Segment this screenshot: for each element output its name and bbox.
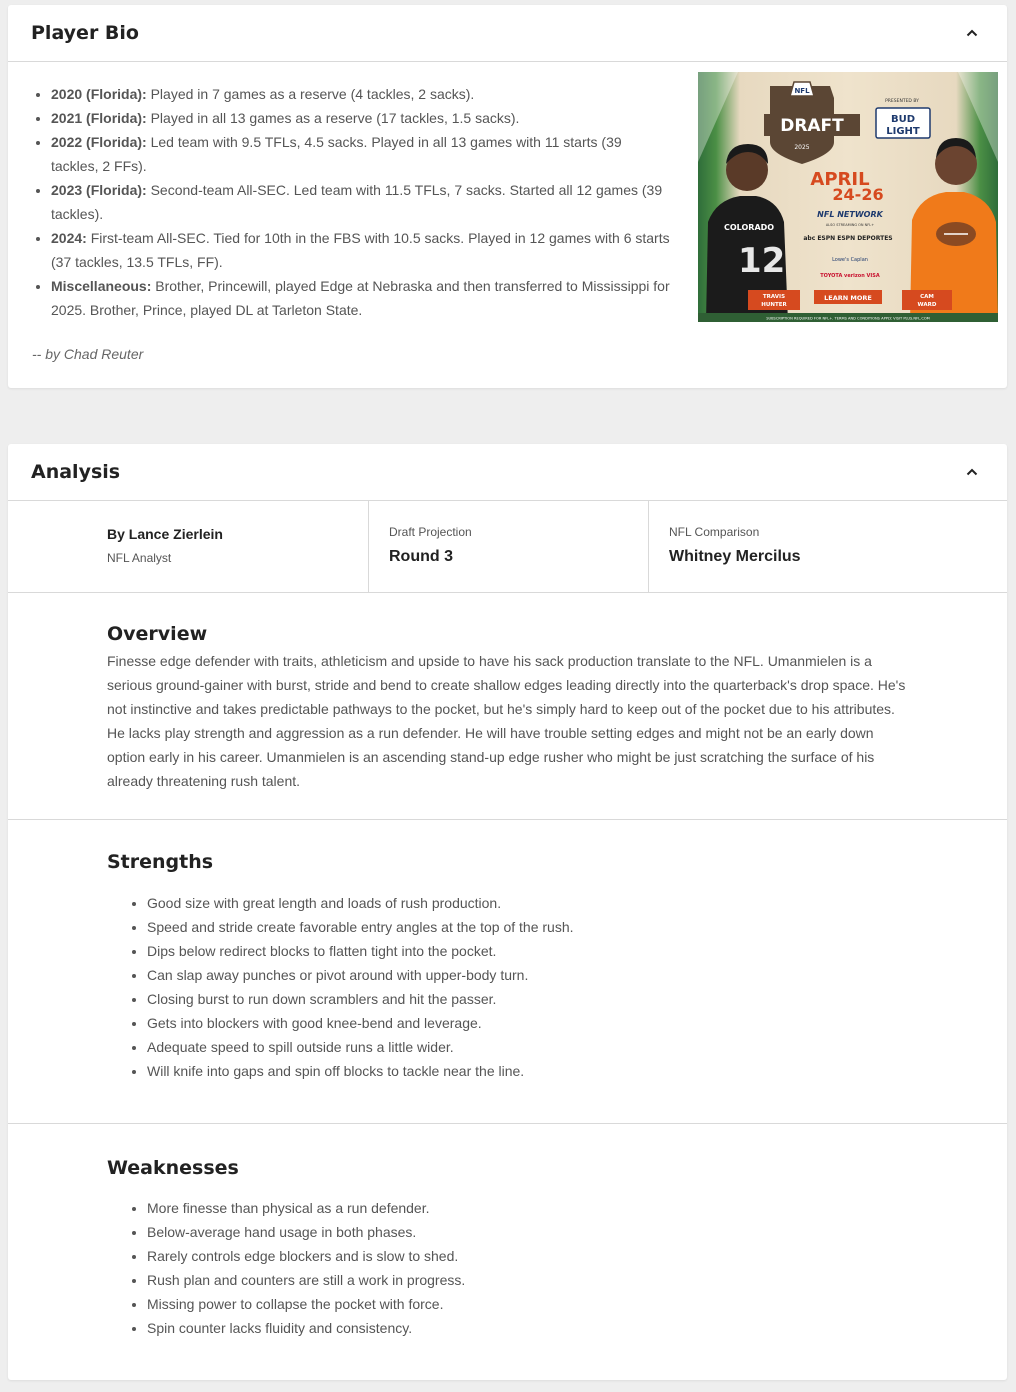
strengths-list [147, 891, 907, 1083]
strengths-section [8, 820, 1007, 1124]
nfl-comparison-value: Whitney Mercilus [669, 548, 801, 565]
svg-text:12: 12 [738, 241, 786, 281]
bio-list-item [51, 274, 671, 322]
author-cell [8, 501, 368, 592]
svg-text:ALSO STREAMING ON NFL+: ALSO STREAMING ON NFL+ [825, 223, 875, 227]
svg-text:TOYOTA verizon VISA: TOYOTA verizon VISA [820, 273, 880, 279]
bio-list [51, 82, 671, 322]
chevron-up-icon[interactable] [960, 460, 984, 484]
bio-item-label: 2024: [51, 230, 87, 246]
svg-text:LIGHT: LIGHT [886, 126, 920, 137]
svg-text:2025: 2025 [794, 144, 810, 151]
nfl-draft-ad[interactable] [698, 72, 998, 322]
bio-list-item [51, 178, 671, 226]
strength-item: • Dips below redirect blocks to flatten tight into the pocket. [147, 939, 907, 963]
draft-projection-cell [368, 501, 648, 592]
overview-text: Finesse edge defender with traits, athleticism and upside to have his sack production translate to the NFL. Umanmielen is a serious ground-gainer with burst, stride and bend to create shallow edges leading directly into the quarterback's drop space. He's not instinctive and takes predictable pathways to the pocket, but he's simply hard to keep out of the pocket due to his attributes. He lacks play strength and aggression as a run defender. He will have trouble setting edges and might not be an early down option early in his career. Umanmielen is an ascending stand-up edge rusher who might be just scratching the surface of his already threatening rush talent. [107, 653, 906, 789]
strength-item: • Will knife into gaps and spin off blocks to tackle near the line. [147, 1059, 907, 1083]
weakness-item: • Rush plan and counters are still a work in progress. [147, 1268, 907, 1292]
svg-text:WARD: WARD [917, 302, 937, 308]
strength-item: • Speed and stride create favorable entry angles at the top of the rush. [147, 915, 907, 939]
nfl-comparison-cell [648, 501, 1007, 592]
weaknesses-section [8, 1124, 1007, 1380]
nfl-comparison-label: NFL Comparison [669, 525, 760, 539]
weaknesses-list [147, 1196, 907, 1340]
bio-item-text: Played in 7 games as a reserve (4 tackles, 2 sacks). [146, 86, 475, 102]
svg-text:APRIL: APRIL [810, 169, 870, 190]
bio-item-label: 2023 (Florida): [51, 182, 147, 198]
svg-text:HUNTER: HUNTER [761, 302, 787, 308]
weakness-item: • More finesse than physical as a run defender. [147, 1196, 907, 1220]
svg-text:abc ESPN ESPN DEPORTES: abc ESPN ESPN DEPORTES [803, 235, 893, 242]
svg-text:NFL: NFL [794, 87, 810, 95]
analysis-card [8, 444, 1007, 1380]
analysis-meta-row [8, 501, 1007, 593]
bio-item-text: Played in all 13 games as a reserve (17 tackles, 1.5 sacks). [146, 110, 520, 126]
author-role: NFL Analyst [107, 551, 172, 565]
svg-text:DRAFT: DRAFT [780, 116, 844, 136]
player-bio-card [8, 5, 1007, 388]
bio-list-item [51, 82, 671, 106]
svg-text:CAM: CAM [920, 294, 934, 300]
strength-item: • Closing burst to run down scramblers and hit the passer. [147, 987, 907, 1011]
strength-item: • Good size with great length and loads of rush production. [147, 891, 907, 915]
strength-item: • Gets into blockers with good knee-bend and leverage. [147, 1011, 907, 1035]
svg-text:BUD: BUD [890, 114, 916, 125]
bio-list-item [51, 226, 671, 274]
author-name: By Lance Zierlein [107, 526, 223, 542]
draft-projection-label: Draft Projection [389, 525, 472, 539]
player-bio-title: Player Bio [31, 22, 139, 44]
bio-item-text: First-team All-SEC. Tied for 10th in the FBS with 10.5 sacks. Played in 12 games with 6 starts (37 tackles, 13.5 TFLs, FF). [51, 230, 670, 270]
bio-item-text: Led team with 9.5 TFLs, 4.5 sacks. Played in all 13 games with 11 starts (39 tackles, 2 FFs). [51, 134, 622, 174]
svg-text:Lowe's Caplan: Lowe's Caplan [832, 257, 868, 263]
bio-item-label: Miscellaneous: [51, 278, 152, 294]
strength-item: • Adequate speed to spill outside runs a little wider. [147, 1035, 907, 1059]
svg-text:LEARN MORE: LEARN MORE [824, 294, 872, 302]
nfl-draft-logo [764, 82, 860, 164]
analysis-header[interactable] [8, 444, 1007, 501]
weaknesses-title: Weaknesses [107, 1157, 239, 1179]
bio-list-item [51, 130, 671, 178]
svg-text:SUBSCRIPTION REQUIRED FOR NFL+: SUBSCRIPTION REQUIRED FOR NFL+. TERMS AND CONDITIONS APPLY. VISIT PLUS.NFL.COM [766, 316, 930, 321]
analysis-title: Analysis [31, 461, 121, 483]
chevron-up-icon[interactable] [960, 21, 984, 45]
bio-item-label: 2020 (Florida): [51, 86, 147, 102]
player-bio-header[interactable] [8, 5, 1007, 62]
weakness-item: • Rarely controls edge blockers and is slow to shed. [147, 1244, 907, 1268]
strength-item: • Can slap away punches or pivot around with upper-body turn. [147, 963, 907, 987]
strengths-title: Strengths [107, 851, 214, 873]
draft-projection-value: Round 3 [389, 548, 453, 565]
svg-text:NFL NETWORK: NFL NETWORK [817, 210, 883, 219]
weakness-item: • Spin counter lacks fluidity and consistency. [147, 1316, 907, 1340]
bio-item-label: 2021 (Florida): [51, 110, 147, 126]
bio-item-label: 2022 (Florida): [51, 134, 147, 150]
overview-section [8, 593, 1007, 820]
bio-list-item [51, 106, 671, 130]
weakness-item: • Missing power to collapse the pocket with force. [147, 1292, 907, 1316]
bio-item-text: Brother, Princewill, played Edge at Nebraska and then transferred to Mississippi for 2025. Brother, Prince, played DL at Tarleton State. [51, 278, 670, 318]
svg-text:24-26: 24-26 [832, 185, 884, 204]
overview-title: Overview [107, 623, 208, 645]
svg-text:PRESENTED BY: PRESENTED BY [885, 99, 919, 104]
svg-text:TRAVIS: TRAVIS [762, 294, 786, 300]
bio-item-text: Second-team All-SEC. Led team with 11.5 TFLs, 7 sacks. Started all 12 games (39 tackles). [51, 182, 663, 222]
weakness-item: • Below-average hand usage in both phases. [147, 1220, 907, 1244]
bio-byline: -- by Chad Reuter [32, 346, 144, 362]
ad-jersey-text: COLORADO [724, 223, 775, 232]
